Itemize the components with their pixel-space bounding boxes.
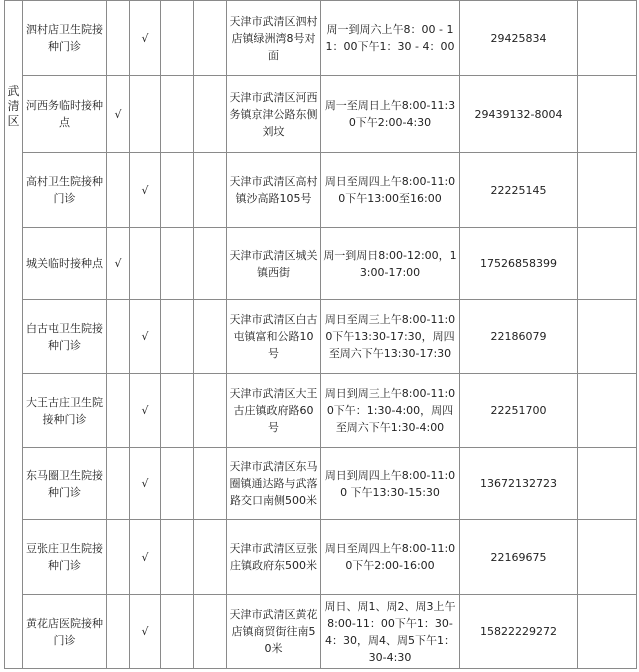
empty-cell (194, 520, 227, 595)
address-cell: 天津市武清区豆张庄镇政府东500米 (227, 520, 321, 595)
phone-cell: 22186079 (460, 300, 578, 374)
check-cell: √ (130, 595, 161, 669)
check-cell: √ (130, 374, 161, 448)
table-row (5, 595, 637, 669)
check-cell: √ (130, 153, 161, 228)
address-cell: 天津市武清区高村镇沙高路105号 (227, 153, 321, 228)
check-cell (107, 595, 130, 669)
table-row (5, 76, 637, 153)
check-cell: √ (130, 448, 161, 520)
table-row (5, 520, 637, 595)
empty-cell (578, 76, 637, 153)
hours-cell: 周一到周日8:00-12:00，13:00-17:00 (321, 228, 460, 300)
site-name-cell: 豆张庄卫生院接种门诊 (23, 520, 107, 595)
empty-cell (194, 448, 227, 520)
site-name-cell: 城关临时接种点 (23, 228, 107, 300)
site-name-cell: 河西务临时接种点 (23, 76, 107, 153)
empty-cell (161, 228, 194, 300)
check-cell: √ (107, 76, 130, 153)
phone-cell: 13672132723 (460, 448, 578, 520)
hours-cell: 周日、周1、周2、周3上午8:00-11：00下午1：30-4：30，周4、周5下午1：30-4:30 (321, 595, 460, 669)
empty-cell (578, 153, 637, 228)
hours-cell: 周日到周三上午8:00-11:00下午：1:30-4:00，周四至周六下午1:30-4:00 (321, 374, 460, 448)
empty-cell (194, 228, 227, 300)
empty-cell (578, 595, 637, 669)
empty-cell (578, 448, 637, 520)
empty-cell (161, 1, 194, 76)
check-cell (130, 76, 161, 153)
address-cell: 天津市武清区东马圈镇通达路与武落路交口南侧500米 (227, 448, 321, 520)
address-cell: 天津市武清区河西务镇京津公路东侧刘坟 (227, 76, 321, 153)
empty-cell (161, 300, 194, 374)
check-cell (107, 153, 130, 228)
empty-cell (194, 595, 227, 669)
table-body (5, 1, 637, 669)
address-cell: 天津市武清区城关镇西街 (227, 228, 321, 300)
check-cell (130, 228, 161, 300)
hours-cell: 周一至周日上午8:00-11:30下午2:00-4:30 (321, 76, 460, 153)
site-name-cell: 白古屯卫生院接种门诊 (23, 300, 107, 374)
table-row (5, 448, 637, 520)
check-cell (107, 1, 130, 76)
phone-cell: 22225145 (460, 153, 578, 228)
empty-cell (161, 595, 194, 669)
empty-cell (194, 153, 227, 228)
empty-cell (194, 76, 227, 153)
check-cell: √ (107, 228, 130, 300)
empty-cell (161, 76, 194, 153)
table-row (5, 300, 637, 374)
check-cell (107, 520, 130, 595)
district-label: 武清区 (7, 84, 20, 128)
hours-cell: 周日至周四上午8:00-11:00下午2:00-16:00 (321, 520, 460, 595)
table-row (5, 1, 637, 76)
check-cell: √ (130, 300, 161, 374)
empty-cell (578, 374, 637, 448)
empty-cell (194, 300, 227, 374)
site-name-cell: 泗村店卫生院接种门诊 (23, 1, 107, 76)
phone-cell: 22251700 (460, 374, 578, 448)
address-cell: 天津市武清区黄花店镇商贸街往南50米 (227, 595, 321, 669)
address-cell: 天津市武清区大王古庄镇政府路60号 (227, 374, 321, 448)
hours-cell: 周日至周三上午8:00-11:00下午13:30-17:30，周四至周六下午13:30-17:30 (321, 300, 460, 374)
check-cell: √ (130, 1, 161, 76)
empty-cell (194, 1, 227, 76)
site-name-cell: 东马圈卫生院接种门诊 (23, 448, 107, 520)
phone-cell: 29439132-8004 (460, 76, 578, 153)
site-name-cell: 黄花店医院接种门诊 (23, 595, 107, 669)
check-cell: √ (130, 520, 161, 595)
phone-cell: 17526858399 (460, 228, 578, 300)
vaccination-sites-table (4, 0, 637, 669)
empty-cell (161, 448, 194, 520)
empty-cell (578, 300, 637, 374)
table-row (5, 153, 637, 228)
hours-cell: 周日至周四上午8:00-11:00下午13:00至16:00 (321, 153, 460, 228)
empty-cell (161, 520, 194, 595)
empty-cell (578, 1, 637, 76)
empty-cell (578, 520, 637, 595)
empty-cell (578, 228, 637, 300)
hours-cell: 周日到周四上午8:00-11:00 下午13:30-15:30 (321, 448, 460, 520)
check-cell (107, 300, 130, 374)
phone-cell: 15822229272 (460, 595, 578, 669)
empty-cell (161, 374, 194, 448)
site-name-cell: 高村卫生院接种门诊 (23, 153, 107, 228)
check-cell (107, 448, 130, 520)
table-row (5, 374, 637, 448)
phone-cell: 22169675 (460, 520, 578, 595)
table-row (5, 228, 637, 300)
check-cell (107, 374, 130, 448)
empty-cell (194, 374, 227, 448)
empty-cell (161, 153, 194, 228)
district-cell (5, 1, 23, 669)
phone-cell: 29425834 (460, 1, 578, 76)
address-cell: 天津市武清区泗村店镇绿洲湾8号对面 (227, 1, 321, 76)
address-cell: 天津市武清区白古屯镇富和公路10号 (227, 300, 321, 374)
hours-cell: 周一到周六上午8：00 - 11：00下午1：30 - 4：00 (321, 1, 460, 76)
site-name-cell: 大王古庄卫生院接种门诊 (23, 374, 107, 448)
